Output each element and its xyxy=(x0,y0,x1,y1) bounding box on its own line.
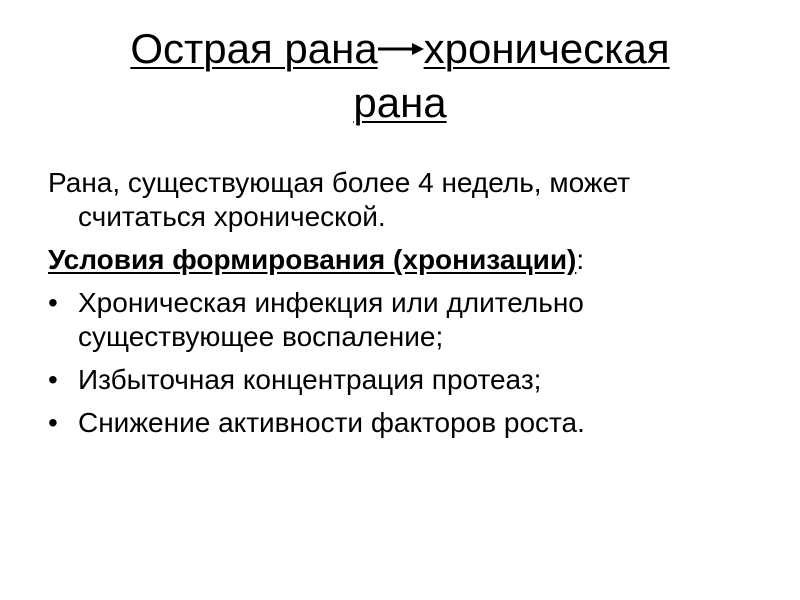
bullet-icon: • xyxy=(48,407,58,438)
bullet-icon: • xyxy=(48,287,58,318)
bullet-icon: • xyxy=(48,364,58,395)
slide-title xyxy=(40,22,760,130)
conditions-heading xyxy=(48,243,748,277)
list-item-text: Снижение активности факторов роста. xyxy=(78,407,585,438)
list-item-text: Хроническая инфекция или длительно существующее воспаление; xyxy=(78,287,584,352)
conditions-list xyxy=(48,286,748,440)
conditions-heading-text: Условия формирования (хронизации) xyxy=(48,244,577,275)
list-item xyxy=(48,286,748,354)
definition-paragraph: Рана, существующая более 4 недель, может считаться хронической. xyxy=(48,167,631,232)
conditions-colon: : xyxy=(576,244,585,275)
title-part-acute: Острая рана xyxy=(130,25,378,72)
arrow-right-icon xyxy=(378,39,424,59)
slide-content xyxy=(48,166,748,449)
title-part-wound: рана xyxy=(353,79,447,126)
list-item-text: Избыточная концентрация протеаз; xyxy=(78,364,542,395)
list-item xyxy=(48,406,748,440)
title-part-chronic: хроническая xyxy=(423,25,670,72)
list-item xyxy=(48,363,748,397)
